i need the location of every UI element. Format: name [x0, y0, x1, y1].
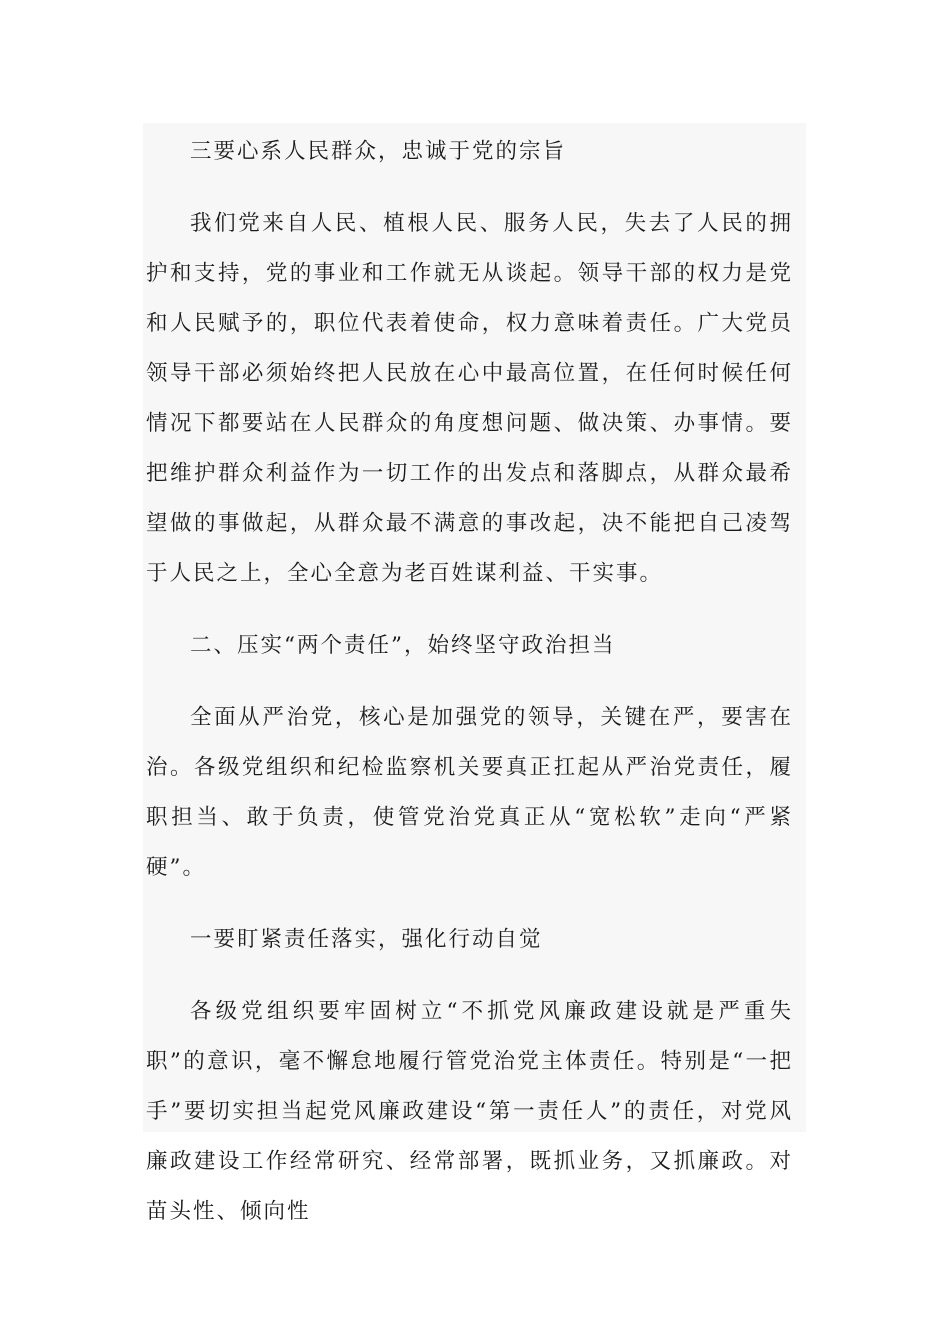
- section-heading: 一要盯紧责任落实，强化行动自觉: [190, 927, 543, 952]
- document-body: [146, 123, 793, 1237]
- document-page: [143, 123, 806, 1224]
- body-paragraph: 我们党来自人民、植根人民、服务人民，失去了人民的拥护和支持，党的事业和工作就无从谈起。领导干部的权力是党和人民赋予的，职位代表着使命，权力意味着责任。广大党员领导干部必须始终把人民放在心中最高位置，在任何时候任何情况下都要站在人民群众的角度想问题、做决策、办事情。要把维护群众利益作为一切工作的出发点和落脚点，从群众最希望做的事做起，从群众最不满意的事改起，决不能把自己凌驾于人民之上，全心全意为老百姓谋利益、干实事。: [146, 211, 793, 586]
- body-paragraph: 各级党组织要牢固树立“不抓党风廉政建设就是严重失职”的意识，毫不懈怠地履行管党治党主体责任。特别是“一把手”要切实担当起党风廉政建设“第一责任人”的责任，对党风廉政建设工作经常研究、经常部署，既抓业务，又抓廉政。对苗头性、倾向性: [146, 999, 793, 1224]
- body-paragraph: 全面从严治党，核心是加强党的领导，关键在严，要害在治。各级党组织和纪检监察机关要真正扛起从严治党责任，履职担当、敢于负责，使管党治党真正从“宽松软”走向“严紧硬”。: [146, 705, 793, 880]
- section-heading: 三要心系人民群众，忠诚于党的宗旨: [190, 139, 567, 164]
- section-heading: 二、压实“两个责任”，始终坚守政治担当: [190, 633, 616, 658]
